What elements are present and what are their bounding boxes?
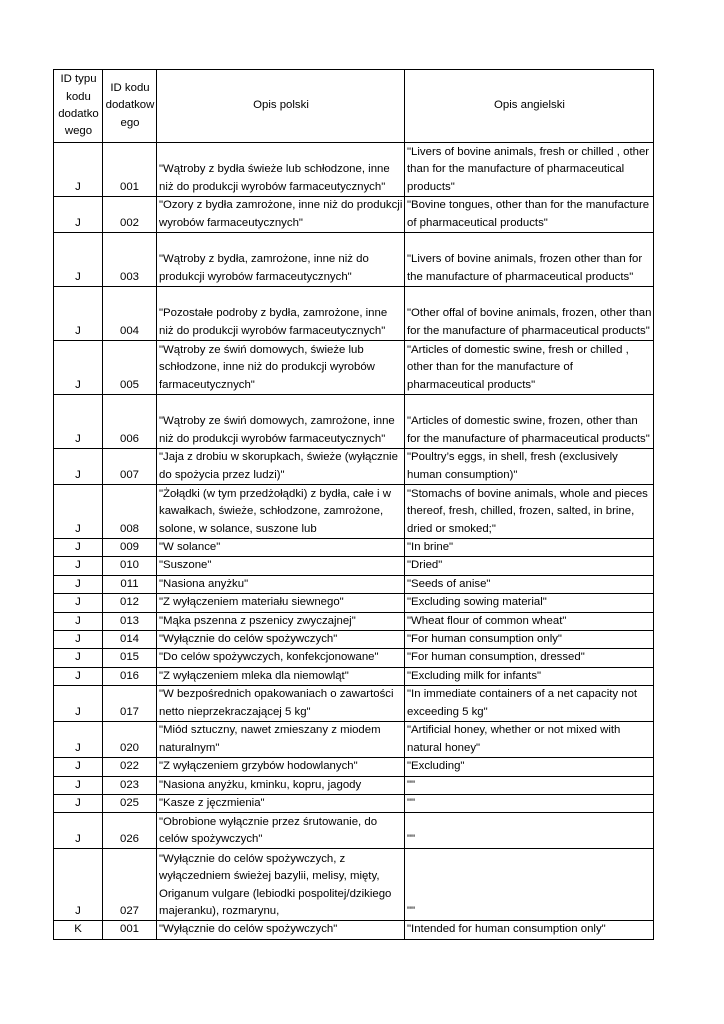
additional-code-type-cell: J: [54, 395, 103, 449]
additional-code-type-cell: J: [54, 341, 103, 395]
additional-code-cell: 005: [103, 341, 157, 395]
table-row: [54, 233, 654, 287]
table-row: [54, 921, 654, 939]
additional-code-cell: 017: [103, 686, 157, 722]
header-english-description: Opis angielski: [405, 70, 654, 143]
additional-code-cell: 001: [103, 921, 157, 939]
polish-description-cell: "Do celów spożywczych, konfekcjonowane": [157, 649, 405, 667]
table-row: [54, 557, 654, 575]
table-row: [54, 667, 654, 685]
additional-code-type-cell: J: [54, 631, 103, 649]
additional-code-cell: 027: [103, 849, 157, 921]
additional-code-type-cell: J: [54, 197, 103, 233]
header-type-id: ID typu kodu dodatko wego: [54, 70, 103, 143]
table-row: [54, 758, 654, 776]
additional-codes-sheet: [53, 69, 653, 940]
table-row: [54, 686, 654, 722]
additional-code-type-cell: J: [54, 849, 103, 921]
additional-code-type-cell: J: [54, 557, 103, 575]
additional-code-cell: 007: [103, 449, 157, 485]
additional-codes-table: [53, 69, 654, 940]
additional-code-cell: 004: [103, 287, 157, 341]
polish-description-cell: "Pozostałe podroby z bydła, zamrożone, inne niż do produkcji wyrobów farmaceutycznych": [157, 287, 405, 341]
table-row: [54, 341, 654, 395]
additional-code-type-cell: J: [54, 686, 103, 722]
table-row: [54, 539, 654, 557]
additional-code-cell: 015: [103, 649, 157, 667]
english-description-cell: "Livers of bovine animals, frozen other than for the manufacture of pharmaceutical products": [405, 233, 654, 287]
english-description-cell: "": [405, 776, 654, 794]
additional-code-type-cell: J: [54, 449, 103, 485]
polish-description-cell: "Obrobione wyłącznie przez śrutowanie, do celów spożywczych": [157, 813, 405, 849]
additional-code-cell: 022: [103, 758, 157, 776]
english-description-cell: "Articles of domestic swine, fresh or chilled , other than for the manufacture of pharmaceutical products": [405, 341, 654, 395]
english-description-cell: "Intended for human consumption only": [405, 921, 654, 939]
polish-description-cell: "W solance": [157, 539, 405, 557]
polish-description-cell: "Z wyłączeniem mleka dla niemowląt": [157, 667, 405, 685]
additional-code-cell: 001: [103, 143, 157, 197]
polish-description-cell: "Suszone": [157, 557, 405, 575]
english-description-cell: "In immediate containers of a net capacity not exceeding 5 kg": [405, 686, 654, 722]
additional-code-type-cell: J: [54, 813, 103, 849]
english-description-cell: "Livers of bovine animals, fresh or chilled , other than for the manufacture of pharmaceutical products": [405, 143, 654, 197]
table-row: [54, 485, 654, 539]
table-row: [54, 287, 654, 341]
english-description-cell: "Other offal of bovine animals, frozen, other than for the manufacture of pharmaceutical products": [405, 287, 654, 341]
polish-description-cell: "Miód sztuczny, nawet zmieszany z miodem naturalnym": [157, 722, 405, 758]
table-row: [54, 631, 654, 649]
table-row: [54, 813, 654, 849]
table-row: [54, 575, 654, 593]
header-polish-description: Opis polski: [157, 70, 405, 143]
table-row: [54, 197, 654, 233]
polish-description-cell: "Wyłącznie do celów spożywczych": [157, 631, 405, 649]
polish-description-cell: "Żołądki (w tym przedżołądki) z bydła, całe i w kawałkach, świeże, schłodzone, zamrożone, solone, w solance, suszone lub: [157, 485, 405, 539]
additional-code-type-cell: J: [54, 539, 103, 557]
additional-code-cell: 025: [103, 795, 157, 813]
additional-code-cell: 023: [103, 776, 157, 794]
additional-code-type-cell: J: [54, 485, 103, 539]
additional-code-type-cell: J: [54, 758, 103, 776]
polish-description-cell: "Nasiona anyżku": [157, 575, 405, 593]
table-row: [54, 649, 654, 667]
polish-description-cell: "Mąka pszenna z pszenicy zwyczajnej": [157, 612, 405, 630]
table-row: [54, 449, 654, 485]
additional-code-cell: 008: [103, 485, 157, 539]
table-row: [54, 795, 654, 813]
table-row: [54, 143, 654, 197]
table-row: [54, 395, 654, 449]
additional-code-type-cell: J: [54, 612, 103, 630]
polish-description-cell: "Nasiona anyżku, kminku, kopru, jagody: [157, 776, 405, 794]
english-description-cell: "Artificial honey, whether or not mixed with natural honey": [405, 722, 654, 758]
polish-description-cell: "Z wyłączeniem materiału siewnego": [157, 594, 405, 612]
polish-description-cell: "Wątroby z bydła, zamrożone, inne niż do produkcji wyrobów farmaceutycznych": [157, 233, 405, 287]
additional-code-type-cell: J: [54, 594, 103, 612]
polish-description-cell: "Kasze z jęczmienia": [157, 795, 405, 813]
english-description-cell: "Wheat flour of common wheat": [405, 612, 654, 630]
additional-code-cell: 020: [103, 722, 157, 758]
english-description-cell: "": [405, 849, 654, 921]
table-row: [54, 722, 654, 758]
english-description-cell: "Excluding milk for infants": [405, 667, 654, 685]
additional-code-type-cell: J: [54, 667, 103, 685]
additional-code-cell: 012: [103, 594, 157, 612]
table-body: [54, 143, 654, 940]
additional-code-type-cell: J: [54, 287, 103, 341]
polish-description-cell: "Wątroby ze świń domowych, świeże lub schłodzone, inne niż do produkcji wyrobów farmaceutycznych": [157, 341, 405, 395]
additional-code-cell: 016: [103, 667, 157, 685]
additional-code-type-cell: J: [54, 575, 103, 593]
english-description-cell: "Articles of domestic swine, frozen, other than for the manufacture of pharmaceutical products": [405, 395, 654, 449]
english-description-cell: "Seeds of anise": [405, 575, 654, 593]
polish-description-cell: "W bezpośrednich opakowaniach o zawartości netto nieprzekraczającej 5 kg": [157, 686, 405, 722]
polish-description-cell: "Z wyłączeniem grzybów hodowlanych": [157, 758, 405, 776]
additional-code-type-cell: J: [54, 795, 103, 813]
additional-code-cell: 026: [103, 813, 157, 849]
english-description-cell: "Excluding": [405, 758, 654, 776]
additional-code-cell: 006: [103, 395, 157, 449]
header-code-id: ID kodu dodatkow ego: [103, 70, 157, 143]
additional-code-type-cell: J: [54, 776, 103, 794]
polish-description-cell: "Jaja z drobiu w skorupkach, świeże (wyłącznie do spożycia przez ludzi)": [157, 449, 405, 485]
additional-code-type-cell: K: [54, 921, 103, 939]
table-row: [54, 594, 654, 612]
table-row: [54, 849, 654, 921]
polish-description-cell: "Wątroby ze świń domowych, zamrożone, inne niż do produkcji wyrobów farmaceutycznych": [157, 395, 405, 449]
additional-code-cell: 003: [103, 233, 157, 287]
english-description-cell: "Poultry’s eggs, in shell, fresh (exclusively human consumption)": [405, 449, 654, 485]
english-description-cell: "": [405, 795, 654, 813]
polish-description-cell: "Wyłącznie do celów spożywczych, z wyłączedniem świeżej bazylii, melisy, mięty, Origanum vulgare (lebiodki pospolitej/dzikiego majeranku), rozmarynu,: [157, 849, 405, 921]
english-description-cell: "For human consumption, dressed": [405, 649, 654, 667]
english-description-cell: "Bovine tongues, other than for the manufacture of pharmaceutical products": [405, 197, 654, 233]
table-row: [54, 776, 654, 794]
english-description-cell: "Dried": [405, 557, 654, 575]
additional-code-cell: 002: [103, 197, 157, 233]
english-description-cell: "Stomachs of bovine animals, whole and pieces thereof, fresh, chilled, frozen, salted, in brine, dried or smoked;": [405, 485, 654, 539]
table-row: [54, 612, 654, 630]
additional-code-type-cell: J: [54, 649, 103, 667]
additional-code-cell: 009: [103, 539, 157, 557]
additional-code-cell: 010: [103, 557, 157, 575]
english-description-cell: "In brine": [405, 539, 654, 557]
english-description-cell: "": [405, 813, 654, 849]
table-header-row: [54, 70, 654, 143]
additional-code-cell: 011: [103, 575, 157, 593]
polish-description-cell: "Ozory z bydła zamrożone, inne niż do produkcji wyrobów farmaceutycznych": [157, 197, 405, 233]
additional-code-cell: 013: [103, 612, 157, 630]
additional-code-cell: 014: [103, 631, 157, 649]
english-description-cell: "For human consumption only": [405, 631, 654, 649]
polish-description-cell: "Wyłącznie do celów spożywczych": [157, 921, 405, 939]
additional-code-type-cell: J: [54, 722, 103, 758]
english-description-cell: "Excluding sowing material": [405, 594, 654, 612]
additional-code-type-cell: J: [54, 233, 103, 287]
polish-description-cell: "Wątroby z bydła świeże lub schłodzone, inne niż do produkcji wyrobów farmaceutycznych": [157, 143, 405, 197]
additional-code-type-cell: J: [54, 143, 103, 197]
